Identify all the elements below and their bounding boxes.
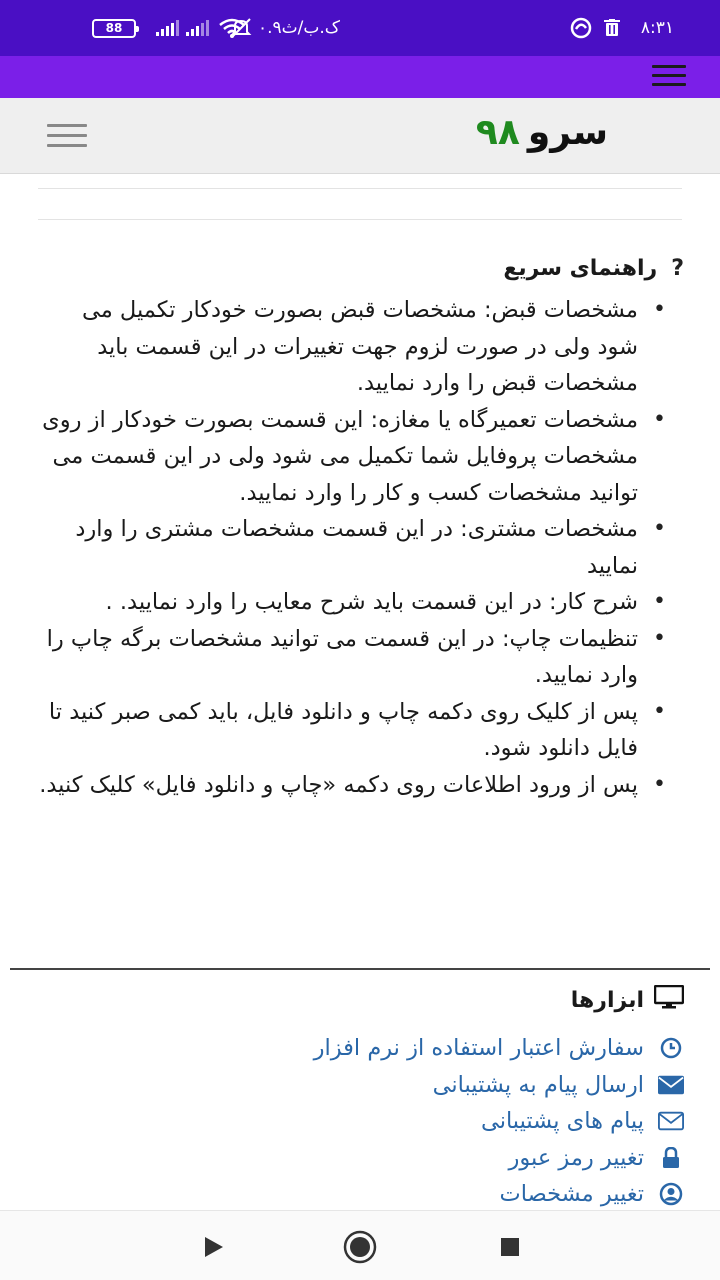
lock-icon xyxy=(658,1145,684,1171)
site-header xyxy=(0,98,720,174)
back-button[interactable] xyxy=(196,1229,232,1265)
quick-guide-title: راهنمای سریع xyxy=(503,255,658,281)
battery-icon xyxy=(92,19,136,38)
logo-number: ۹۸ xyxy=(475,112,520,153)
wifi-icon-wrap xyxy=(218,0,246,56)
signal-icon xyxy=(156,20,180,36)
envelope-icon xyxy=(658,1072,684,1098)
question-icon: ? xyxy=(671,255,684,281)
envelope-outline-icon xyxy=(658,1108,684,1134)
tools-list xyxy=(24,1030,684,1213)
site-logo[interactable] xyxy=(476,112,608,153)
guide-item: • مشخصات قبض: مشخصات قبض بصورت خودکار تکمیل می شود ولی در صورت لزوم جهت تغییرات در این قسمت باید مشخصات قبض را وارد نمایید. xyxy=(38,292,638,402)
guide-item: • تنظیمات چاپ: در این قسمت می توانید مشخصات برگه چاپ را وارد نمایید. xyxy=(38,621,638,694)
separator xyxy=(38,219,682,220)
tool-link-order-credit[interactable] xyxy=(24,1030,684,1067)
tools-title: ابزارها xyxy=(570,987,644,1013)
tools-heading xyxy=(64,980,684,1020)
quick-guide-heading xyxy=(64,248,684,288)
guide-item: • پس از ورود اطلاعات روی دکمه «چاپ و دانلود فایل» کلیک کنید. xyxy=(38,767,638,804)
guide-item: • مشخصات تعمیرگاه یا مغازه: این قسمت بصورت خودکار از روی مشخصات پروفایل شما تکمیل می شود ولی در این قسمت می توانید مشخصات کسب و کار را وارد نمایید. xyxy=(38,402,638,512)
tool-link-label[interactable]: پیام های پشتیبانی xyxy=(480,1108,644,1135)
tool-link-send-message[interactable] xyxy=(24,1067,684,1104)
section-divider xyxy=(10,968,710,970)
guide-item: • پس از کلیک روی دکمه چاپ و دانلود فایل، باید کمی صبر کنید تا فایل دانلود شود. xyxy=(38,694,638,767)
logo-word: سرو xyxy=(527,112,608,153)
battery-level: 88 xyxy=(105,21,123,35)
recent-apps-button[interactable] xyxy=(492,1229,528,1265)
home-button[interactable] xyxy=(342,1229,378,1265)
tool-link-label[interactable]: تغییر رمز عبور xyxy=(508,1144,644,1171)
user-circle-icon xyxy=(658,1181,684,1207)
guide-item: • مشخصات مشتری: در این قسمت مشخصات مشتری را وارد نمایید xyxy=(38,511,638,584)
signal-icon-2 xyxy=(186,20,210,36)
app-notification-icon xyxy=(570,0,592,56)
guide-item: • شرح کار: در این قسمت باید شرح معایب را وارد نمایید. . xyxy=(38,584,638,621)
site-menu-icon[interactable] xyxy=(47,124,87,148)
trash-icon xyxy=(604,0,620,56)
clock-icon xyxy=(658,1035,684,1061)
app-menu-icon[interactable] xyxy=(652,65,686,89)
clock: ۸:۳۱ xyxy=(640,18,674,38)
status-bar xyxy=(0,0,720,56)
app-bar xyxy=(0,56,720,98)
network-speed: ۰.۹ک.ب/ث xyxy=(258,18,341,38)
separator xyxy=(38,188,682,189)
tool-link-support-messages[interactable] xyxy=(24,1103,684,1140)
monitor-icon xyxy=(654,985,684,1015)
signal-indicators xyxy=(92,0,210,56)
quick-guide-list xyxy=(38,292,638,803)
tool-link-edit-profile[interactable] xyxy=(24,1176,684,1213)
tool-link-label[interactable]: تغییر مشخصات xyxy=(499,1181,644,1208)
system-nav-bar xyxy=(0,1210,720,1280)
tool-link-label[interactable]: سفارش اعتبار استفاده از نرم افزار xyxy=(313,1035,644,1062)
tool-link-change-password[interactable] xyxy=(24,1140,684,1177)
tool-link-label[interactable]: ارسال پیام به پشتیبانی xyxy=(432,1071,644,1098)
